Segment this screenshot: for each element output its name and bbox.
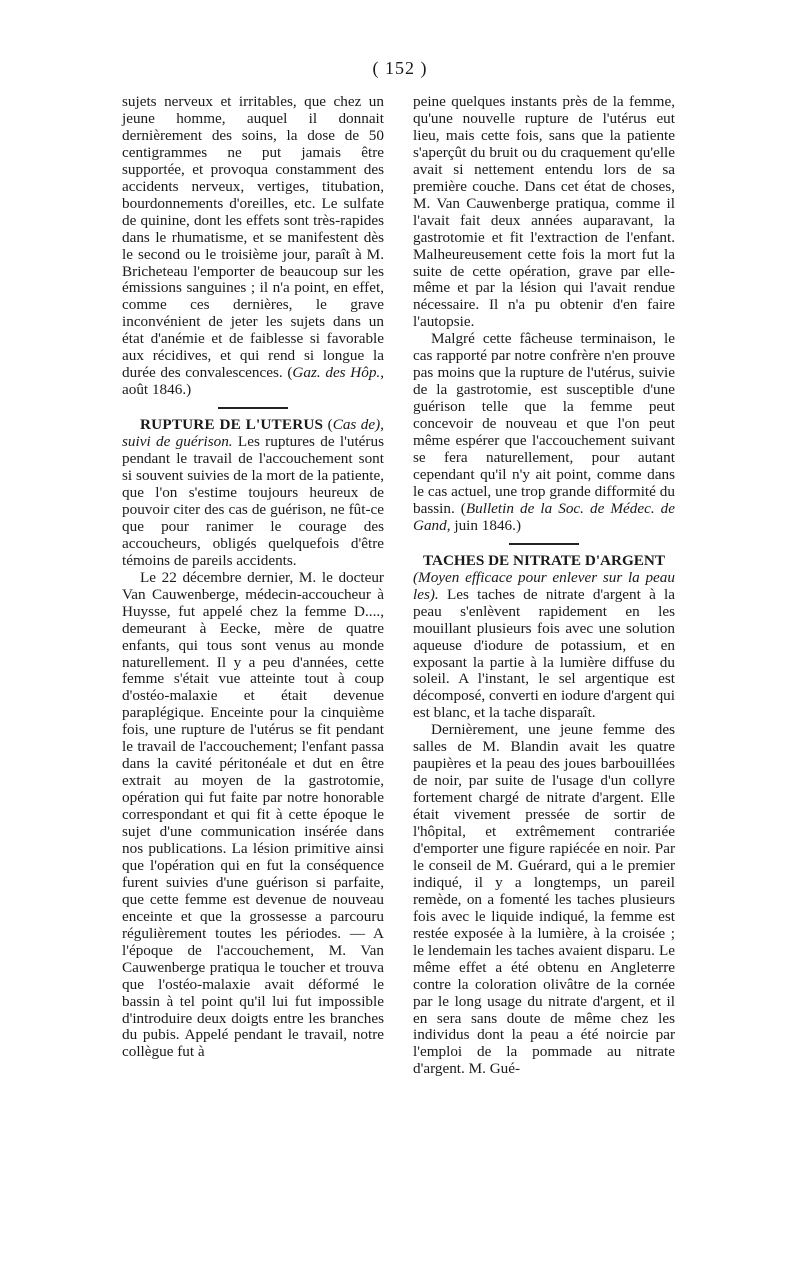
article-title-taches: TACHES DE NITRATE D'ARGENT bbox=[422, 551, 666, 569]
right-paragraph-2-text: Malgré cette fâcheuse terminaison, le cas rapporté par notre confrère n'en prouve pas moins que la rupture de l'utérus, suivie de la gastrotomie, est susceptible d'une guérison telle que la femme peut concevoir de nouveau et que l'on peut même espérer que l'accouchement suivant se fera naturellement, pour autant cependant qu'il n'y ait point, comme dans le cas actuel, une trop grande difformité du bassin. ( bbox=[413, 330, 675, 517]
right-column bbox=[413, 94, 675, 1078]
article-title-paren: ( bbox=[323, 416, 333, 434]
left-paragraph-1 bbox=[122, 94, 384, 399]
article-subtitle-rupture: Cas de), suivi de guérison. bbox=[122, 416, 384, 451]
left-paragraph-3: Le 22 décembre dernier, M. le docteur Van Cauwenberge, médecin-accoucheur à Huysse, fut appelé chez la femme D...., demeurant à Eecke, mère de quatre enfants, qui tous sont venus au monde naturellement. Il y a peu d'années, cette femme s'était vue atteinte tout à coup d'ostéo-malaxie et était devenue paraplégique. Enceinte pour la cinquième fois, une rupture de l'utérus se fit pendant le travail de l'accouchement; l'enfant passa dans la cavité péritonéale et dut en être extrait au moyen de la gastrotomie, opération qui fut faite par notre honorable correspondant et qui fit à cette époque le sujet d'une communication insérée dans nos publications. La lésion primitive ainsi que l'opération qui en fut la conséquence furent suivies d'une guérison si parfaite, que cette femme est devenue de nouveau enceinte et que la grossesse a parcouru régulièrement toutes les périodes. — A l'époque de l'accouchement, M. Van Cauwenberge pratiqua le toucher et trouva que l'ostéo-malaxie avait déformé le bassin à tel point qu'il lui fut impossible d'introduire deux doigts entre les branches du pubis. Appelé pendant le travail, notre collègue fut à bbox=[122, 568, 384, 1061]
right-paragraph-2-end: , juin 1846.) bbox=[446, 516, 521, 534]
right-paragraph-4: Dernièrement, une jeune femme des salles de M. Blandin avait les quatre paupières et la peau des joues barbouillées de noir, par suite de l'usage d'un collyre fortement chargé de nitrate d'argent. Elle était vivement pressée de sortir de l'hôpital, et extrêmement contrariée d'emporter une figure rapiécée en noir. Par le conseil de M. Guérard, qui a le premier indiqué, il y a longtemps, un pareil remède, on a fomenté les taches plusieurs fois avec le liquide indiqué, la femme est restée exposée à la lumière, à la croisée ; le lendemain les taches avaient disparu. Le même effet a été obtenu en Angleterre contre la coloration olivâtre de la cornée par le long usage du nitrate d'argent, et il en sera sans doute de même chez les individus dont la peau a été noircie par l'emploi de la pommade au nitrate d'argent. M. Gué- bbox=[413, 721, 675, 1078]
left-column bbox=[122, 94, 384, 1061]
left-paragraph-1-text: sujets nerveux et irritables, que chez un jeune homme, auquel il donnait dernièrement des soins, la dose de 50 centigrammes ne put jamais être supportée, et provoqua constamment des accidents nerveux, vertiges, titubation, bourdonnements d'oreilles, etc. Le sulfate de quinine, dont les effets sont très-rapides dans le rhumatisme, et se manifestent dès le second ou le troisième jour, paraît à M. Bricheteau l'emporter de beaucoup sur les émissions sanguines ; il n'a point, en effet, comme ces dernières, le grave inconvénient de jeter les sujets dans un état d'anémie et de faiblesse si favorable aux récidives, et qui rend si longue la durée des convalescences. ( bbox=[122, 93, 384, 382]
article-title-rupture: RUPTURE DE L'UTERUS bbox=[140, 416, 324, 434]
right-paragraph-1: peine quelques instants près de la femme, qu'une nouvelle rupture de l'utérus eut lieu, mais cette fois, sans que la patiente s'aperçût du bruit ou du craquement qu'elle avait si nettement entendu lors de sa première couche. Dans cet état de choses, M. Van Cauwenberge pratiqua, comme il l'avait fait deux années auparavant, la gastrotomie et fit l'extraction de l'enfant. Malheureusement cette fois la mort fut la suite de cette opération, grave par elle-même et par la lésion qui l'avait rendue nécessaire. Il n'a pu obtenir d'en faire l'autopsie. bbox=[413, 93, 675, 331]
right-paragraph-3-text: Les taches de nitrate d'argent à la peau s'enlèvent rapidement en les mouillant plusieurs fois avec une solution aqueuse d'iodure de potassium, et en exposant la partie à la lumière diffuse du soleil. A l'instant, le sel argentique est décomposé, converti en iodure d'argent qui est blanc, et la tache disparaît. bbox=[413, 585, 675, 722]
left-paragraph-1-end: , août 1846.) bbox=[122, 364, 385, 399]
left-paragraph-1-citation: Gaz. des Hôp. bbox=[292, 364, 381, 382]
section-divider bbox=[218, 407, 288, 409]
left-paragraph-2-text: Les ruptures de l'utérus pendant le travail de l'accouchement sont si souvent suivies de la mort de la patiente, que l'on s'estime toujours heureux de pouvoir citer des cas de guérison, ne fût-ce que pour ranimer le courage des accoucheurs, obligés quelquefois d'être témoins de pareils accidents. bbox=[122, 433, 384, 569]
right-paragraph-2-citation: Bulletin de la Soc. de Médec. de Gand bbox=[413, 499, 675, 534]
page-number: ( 152 ) bbox=[372, 58, 428, 78]
section-divider-right bbox=[509, 543, 579, 545]
right-paragraph-2 bbox=[413, 331, 675, 534]
right-paragraph-3 bbox=[413, 570, 675, 723]
left-paragraph-2 bbox=[122, 417, 384, 570]
article-subtitle-taches: (Moyen efficace pour enlever sur la peau les). bbox=[413, 568, 675, 603]
